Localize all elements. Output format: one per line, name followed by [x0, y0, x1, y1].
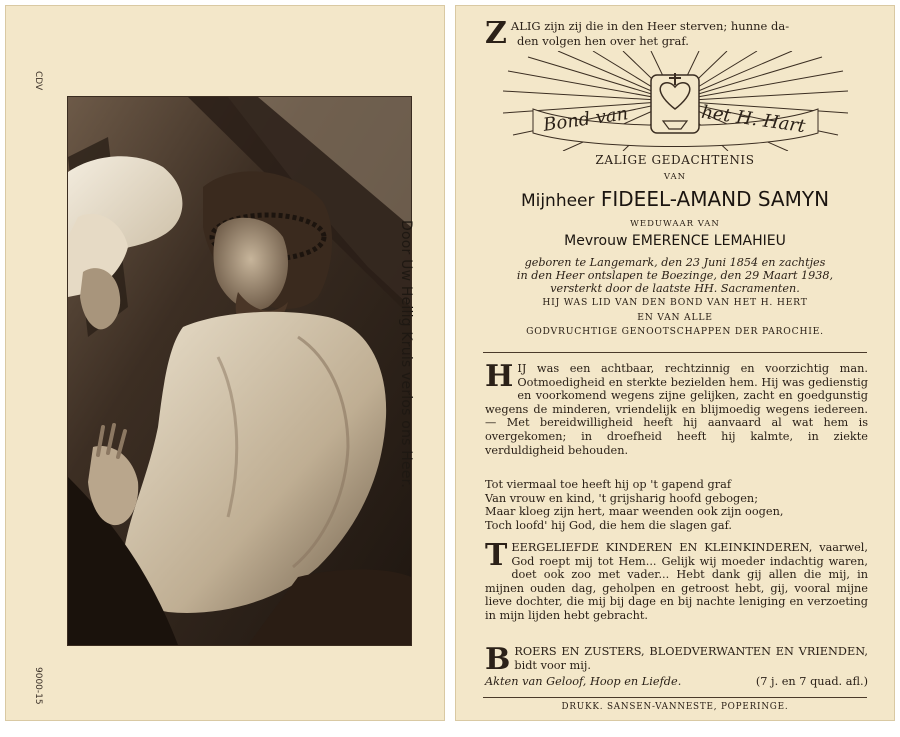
memorial-card-back: [455, 5, 895, 721]
poem-line: Van vrouw en kind, 't grijsharig hoofd gebogen;: [485, 491, 759, 505]
membership: [455, 296, 895, 340]
paragraph-dropcap: T: [485, 538, 508, 573]
memorial-title: ZALIGE GEDACHTENIS: [595, 153, 755, 167]
spouse-fullname: EMERENCE LEMAHIEU: [631, 233, 786, 249]
farewell-paragraph: [485, 538, 868, 623]
memorial-card-front: [5, 5, 445, 721]
emblem-text-left: Bond van: [541, 103, 630, 136]
poem: [485, 478, 868, 532]
publisher-code-bottom: 9000-15: [33, 667, 43, 705]
paragraph-dropcap: B: [485, 642, 511, 677]
bio-line: in den Heer ontslapen te Boezinge, den 29 Maart 1938,: [516, 269, 834, 282]
paragraph-text: IJ was een achtbaar, rechtzinnig en voorzichtig man. Ootmoedigheid en sterkte bezielden hem. Hij was gedienstig en voorkomend wegens zijne gelijken, zacht en goedgunstig wegens de minderen, vriendelijk en blijmoedig wegens iedereen. — Met bereidwilligheid heeft hij aanvaard al wat hem is overgekomen; in droefheid heeft hij kalmte, in ziekte verduldigheid behouden.: [485, 362, 868, 457]
poem-line: Maar kloeg zijn hert, maar weenden ook zijn oogen,: [485, 505, 784, 519]
deceased-fullname: FIDEEL-AMAND SAMYN: [600, 187, 830, 211]
acts-line: [485, 675, 868, 688]
poem-line: Toch loofd' hij God, die hem die slagen gaf.: [485, 518, 732, 532]
paragraph-dropcap: H: [485, 359, 514, 394]
indulgence-text: (7 j. en 7 quad. afl.): [755, 675, 868, 688]
paragraph-lead: EERGELIEFDE KINDEREN EN KLEINKINDEREN,: [511, 541, 813, 554]
deceased-prefix: Mijnheer: [520, 191, 595, 211]
paragraph-text: vaarwel, God roept mij tot Hem... Gelijk wij moeder indachtig waren, doet ook zoo met vader... Hebt dank gij allen die mij, in mijnen ouden dag, geholpen en getroost hebt, gij, vooral mijne lieve dochter, die mij bij dage en bij nachte leniging en verzoeting in mijn lijden hebt gebracht.: [485, 541, 868, 622]
bio-line: versterkt door de laatste HH. Sacramenten.: [550, 282, 800, 295]
publisher-code-top: CDV: [33, 71, 43, 91]
prayer-caption: Door Uw Heilig Kruis verlos ons Heer.: [398, 220, 414, 488]
deceased-name: [455, 187, 895, 211]
printer-imprint: DRUKK. SANSEN-VANNESTE, POPERINGE.: [561, 702, 789, 712]
quote-line-2: den volgen hen over het graf.: [517, 34, 689, 48]
membership-line: EN VAN ALLE: [637, 311, 713, 323]
paragraph-lead: ROERS EN ZUSTERS, BLOEDVERWANTEN EN VRIENDEN,: [514, 645, 868, 658]
paragraph-text: bidt voor mij.: [514, 658, 591, 672]
membership-line: GODVRUCHTIGE GENOOTSCHAPPEN DER PAROCHIE.: [526, 326, 824, 337]
emblem-text-right: het H. Hart: [700, 101, 807, 138]
poem-line: Tot viermaal toe heeft hij op 't gapend graf: [485, 478, 732, 491]
acts-text: Akten van Geloof, Hoop en Liefde.: [485, 675, 682, 688]
character-paragraph: [485, 359, 868, 457]
divider: [483, 697, 867, 698]
opening-quote: [485, 16, 880, 51]
divider: [483, 352, 867, 353]
quote-line-1: ALIG zijn zij die in den Heer sterven; hunne da-: [510, 19, 790, 33]
spouse-name: [455, 233, 895, 249]
christ-carrying-cross-painting: [67, 96, 412, 646]
quote-dropcap: Z: [485, 16, 507, 51]
sacred-heart-emblem: [503, 51, 848, 155]
membership-line: HIJ WAS LID VAN DEN BOND VAN HET H. HERT: [542, 297, 808, 308]
widower-label: WEDUWAAR VAN: [630, 219, 720, 229]
family-paragraph: [485, 642, 868, 677]
bio-line: geboren te Langemark, den 23 Juni 1854 en zachtjes: [524, 256, 826, 269]
memorial-van: VAN: [663, 172, 687, 182]
biography: [455, 256, 895, 295]
spouse-prefix: Mevrouw: [564, 233, 628, 249]
